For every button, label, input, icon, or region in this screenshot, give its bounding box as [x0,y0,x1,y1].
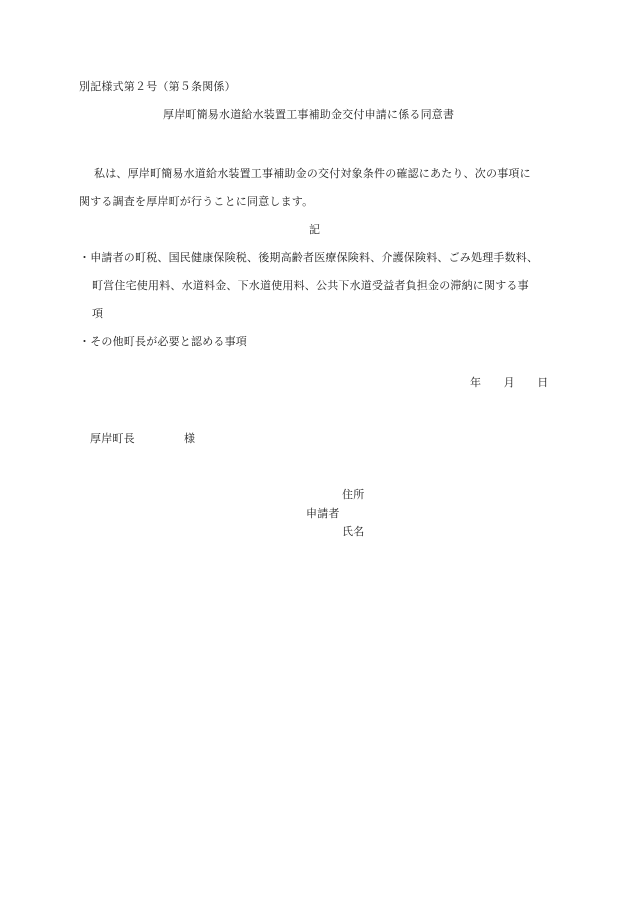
bullet-item-1-line-3: 項 [92,307,104,320]
name-label: 氏名 [342,525,365,538]
bullet-item-2: ・その他町長が必要と認める事項 [79,335,247,348]
applicant-label: 申請者 [306,507,340,520]
form-number: 別記様式第２号（第５条関係） [79,80,236,93]
consent-text-line-2: 関する調査を厚岸町が行うことに同意します。 [79,195,314,208]
date-line: 年 月 日 [470,376,549,389]
addressee: 厚岸町長 [90,432,135,445]
bullet-item-1-line-2: 町営住宅使用料、水道料金、下水道使用料、公共下水道受益者負担金の滞納に関する事 [92,279,529,292]
document-title: 厚岸町簡易水道給水装置工事補助金交付申請に係る同意書 [163,108,455,121]
bullet-item-1-line-1: ・申請者の町税、国民健康保険税、後期高齢者医療保険料、介護保険料、ごみ処理手数料、 [79,251,539,264]
ki-heading: 記 [309,223,321,236]
consent-text-line-1: 私は、厚岸町簡易水道給水装置工事補助金の交付対象条件の確認にあたり、次の事項に [94,167,531,180]
addressee-honorific: 様 [184,432,196,445]
address-label: 住所 [342,488,365,501]
